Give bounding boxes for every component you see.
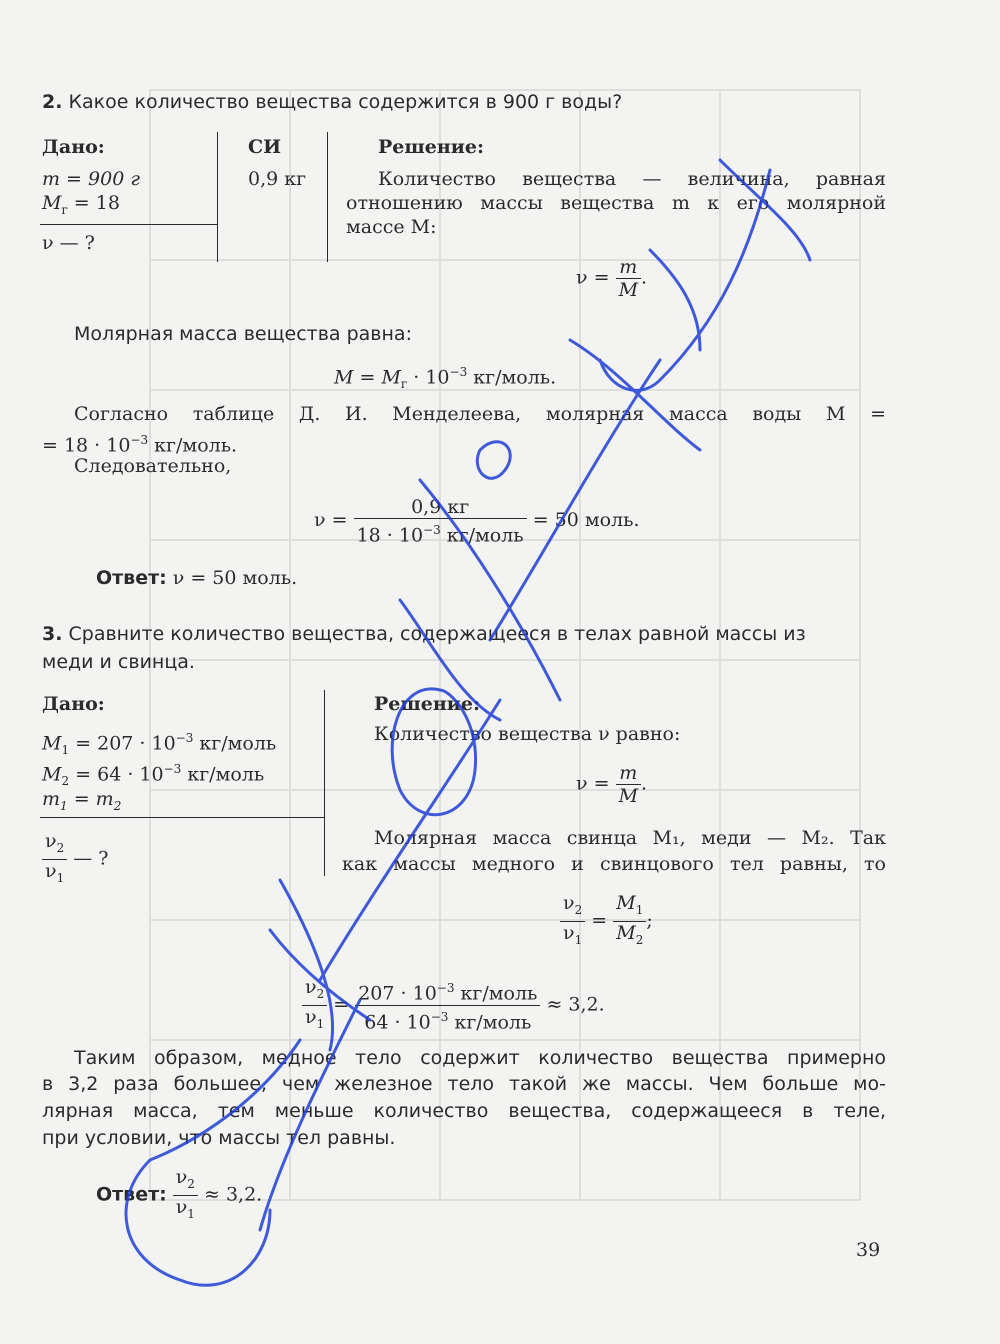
p2-answer-label: Ответ: — [96, 567, 167, 589]
p3-answer — [96, 1166, 262, 1225]
p2-m-unit: кг/моль. — [148, 434, 238, 457]
p3-res-rhs: ≈ 3,2. — [546, 993, 605, 1016]
p2-si-divider — [327, 132, 328, 262]
p2-f1-fraction — [616, 256, 641, 301]
p2-text-mendeleev-line-2 — [42, 428, 237, 457]
problem-2-number: 2. — [42, 91, 63, 113]
problem-3-question-line-2: меди и свинца. — [42, 651, 195, 673]
page-number: 39 — [856, 1239, 881, 1261]
p2-m-value: = 18 · 10 — [42, 434, 131, 457]
p3-m2-unit: кг/моль — [181, 763, 265, 786]
p3-res-num-unit: кг/моль — [454, 982, 538, 1005]
p3-r-nu1: ν — [563, 921, 575, 944]
p3-m-b-sub: 2 — [113, 798, 122, 813]
p3-conclusion-line-3: лярная масса, тем меньше количество вещества, содержащееся в теле, — [42, 1100, 886, 1122]
p3-conclusion-line-2: в 3,2 раза большее, чем железное тело такой же массы. Чем больше мо- — [42, 1073, 886, 1095]
p3-res-nu2-sub: 2 — [316, 986, 325, 1001]
p3-m-a-sub: 1 — [60, 798, 68, 813]
p3-ratio-m-num — [613, 892, 646, 922]
p3-given-divider — [324, 690, 325, 876]
p2-given-molar-mass — [42, 191, 120, 222]
p3-res-nu2: ν — [305, 976, 317, 998]
problem-2-text: Какое количество вещества содержится в 900 г воды? — [68, 91, 623, 113]
p2-find: ν — ? — [42, 232, 95, 254]
p3-res-den-val: 64 · 10 — [364, 1011, 431, 1034]
p2-f2-unit: кг/моль. — [467, 366, 557, 389]
p3-r-m2-sub: 2 — [635, 932, 644, 947]
p2-formula-result — [314, 496, 640, 546]
p3-r-nu2: ν — [563, 892, 575, 914]
p2-mr-value: = 18 — [67, 192, 120, 214]
p3-answer-label: Ответ: — [96, 1183, 167, 1206]
p3-given-underline — [40, 817, 325, 818]
p2-f1-end: . — [641, 266, 648, 289]
p2-f3-den-exp: −3 — [423, 523, 441, 537]
p3-res-nu-num — [302, 976, 327, 1006]
p2-formula-molar-mass — [334, 360, 556, 396]
p3-given-header: Дано: — [42, 693, 105, 715]
p2-mr-sub: г — [61, 202, 68, 217]
p3-res-den-exp: −3 — [430, 1009, 449, 1024]
p2-mr-symbol: M — [42, 192, 62, 214]
p2-f1-num: m — [616, 256, 641, 279]
p3-ratio-nu-den — [560, 922, 585, 951]
p3-ratio-nu-num — [560, 892, 585, 922]
p2-solution-header: Решение: — [378, 136, 484, 158]
p3-res-den — [355, 1006, 540, 1033]
p3-f1-lhs: ν = — [576, 772, 610, 795]
p3-f1-den: M — [618, 785, 639, 807]
p2-text-mendeleev-line-1: Согласно таблице Д. И. Менделеева, молярная масса воды M = — [74, 403, 886, 425]
problem-3-question-line-1 — [42, 622, 806, 646]
p2-given-underline — [40, 224, 218, 225]
p2-answer-value: ν = 50 моль. — [166, 567, 298, 589]
p3-solution-line-1: Количество вещества ν равно: — [374, 723, 681, 745]
problem-2-question — [42, 90, 622, 114]
p2-f3-rhs: = 50 моль. — [532, 509, 640, 532]
p3-m1-exp: −3 — [175, 731, 194, 745]
p3-res-nu1-sub: 1 — [316, 1016, 325, 1031]
p3-m1-unit: кг/моль — [193, 732, 277, 755]
problem-3-text-1: Сравните количество вещества, содержащееся в телах равной массы из — [68, 623, 806, 645]
p3-r-m2: M — [616, 921, 636, 944]
p3-conclusion-line-1: Таким образом, медное тело содержит количество вещества примерно — [74, 1047, 886, 1069]
p3-find — [42, 830, 108, 889]
p3-ratio-nu-fraction — [560, 892, 585, 951]
p2-si-header: СИ — [248, 136, 282, 158]
p3-formula-nu-m-over-M — [576, 762, 647, 807]
p3-m1-sub: 1 — [61, 743, 70, 758]
p2-answer — [96, 566, 297, 590]
p2-f1-den: M — [618, 279, 639, 301]
p2-given-header: Дано: — [42, 136, 105, 158]
p3-res-nu1: ν — [305, 1005, 317, 1028]
p3-find-num-sub: 2 — [56, 840, 65, 855]
p2-f3-den-val: 18 · 10 — [356, 524, 424, 547]
p3-ratio-eq: = — [591, 909, 608, 932]
p2-f3-num: 0,9 кг — [354, 496, 527, 519]
p2-formula-nu-m-over-M — [576, 256, 647, 301]
p2-given-mass: m = 900 г — [42, 168, 140, 190]
p2-text-molar-mass: Молярная масса вещества равна: — [74, 323, 412, 345]
p3-res-num-val: 207 · 10 — [358, 982, 437, 1005]
p3-ratio-m-fraction — [613, 892, 646, 951]
p3-m2-val: = 64 · 10 — [69, 763, 164, 786]
p3-m-a: m — [42, 788, 61, 810]
p3-answer-fraction — [173, 1166, 198, 1225]
p3-solution-line-2: Молярная масса свинца M₁, меди — M₂. Так — [374, 827, 886, 849]
p3-find-num — [42, 830, 67, 860]
p2-solution-line-3: массе M: — [346, 216, 437, 238]
p2-f2-sub: г — [400, 377, 408, 392]
p2-text-therefore: Следовательно, — [74, 455, 232, 477]
p3-formula-ratio — [560, 892, 653, 951]
p3-res-nu-den — [302, 1006, 327, 1035]
p3-ans-nu1: ν — [175, 1195, 188, 1218]
p3-solution-line-3: как массы медного и свинцового тел равны, то — [342, 853, 886, 875]
p3-res-den-unit: кг/моль — [448, 1011, 532, 1034]
p3-res-num — [355, 977, 540, 1005]
p3-ans-nu2-sub: 2 — [187, 1176, 195, 1191]
p3-ratio-m-den — [613, 922, 646, 951]
p2-m-exp: −3 — [130, 433, 149, 447]
p3-find-fraction — [42, 830, 67, 889]
p3-find-den — [42, 860, 67, 889]
p3-f1-num: m — [616, 762, 641, 785]
p2-solution-line-1: Количество вещества — величина, равная — [378, 168, 886, 190]
p2-f3-den-unit: кг/моль — [440, 524, 524, 547]
p3-r-m1: M — [616, 892, 636, 914]
p3-solution-header: Решение: — [374, 693, 480, 715]
p3-m1-sym: M — [42, 732, 62, 755]
p3-find-q: — ? — [73, 847, 109, 870]
p3-res-eq: = — [333, 993, 350, 1016]
p3-ans-num — [173, 1166, 198, 1196]
p2-si-value: 0,9 кг — [248, 168, 307, 190]
problem-3-number: 3. — [42, 623, 63, 645]
p3-find-den-sub: 1 — [56, 870, 65, 885]
p2-f3-den — [354, 519, 527, 546]
p3-m-b: = m — [67, 788, 114, 810]
p2-f3-lhs: ν = — [314, 509, 348, 532]
p3-find-den-sym: ν — [45, 859, 57, 882]
p3-conclusion-line-4: при условии, что массы тел равны. — [42, 1127, 396, 1149]
p3-formula-result — [302, 976, 605, 1035]
p2-f2-main: M = M — [334, 366, 401, 389]
p3-find-num-sym: ν — [45, 830, 57, 852]
p3-m1-val: = 207 · 10 — [69, 732, 176, 755]
p2-f3-fraction — [354, 496, 527, 546]
p3-f1-end: . — [641, 772, 648, 795]
p3-m2-sym: M — [42, 763, 62, 786]
p3-ans-nu2: ν — [175, 1166, 188, 1188]
p3-res-value-fraction — [355, 977, 540, 1033]
p3-ans-nu1-sub: 1 — [187, 1206, 195, 1221]
p2-f1-lhs: ν = — [576, 266, 610, 289]
p3-r-nu2-sub: 2 — [574, 902, 583, 917]
p2-solution-line-2: отношению массы вещества m к его молярной — [346, 192, 886, 214]
p3-f1-fraction — [616, 762, 641, 807]
p3-r-nu1-sub: 1 — [574, 932, 583, 947]
p2-f2-exp: −3 — [449, 365, 468, 379]
p3-res-num-exp: −3 — [436, 981, 455, 996]
p3-ratio-end: ; — [646, 909, 653, 932]
p3-res-nu-fraction — [302, 976, 327, 1035]
p3-m2-exp: −3 — [163, 762, 182, 776]
p3-given-mass-eq — [42, 787, 121, 818]
p3-r-m1-sub: 1 — [635, 902, 644, 917]
p3-answer-rhs: ≈ 3,2. — [203, 1183, 263, 1206]
p3-ans-den — [173, 1196, 198, 1225]
p2-f2-rest: · 10 — [407, 366, 450, 389]
p3-m2-sub: 2 — [61, 774, 70, 789]
p2-given-divider — [217, 132, 218, 262]
